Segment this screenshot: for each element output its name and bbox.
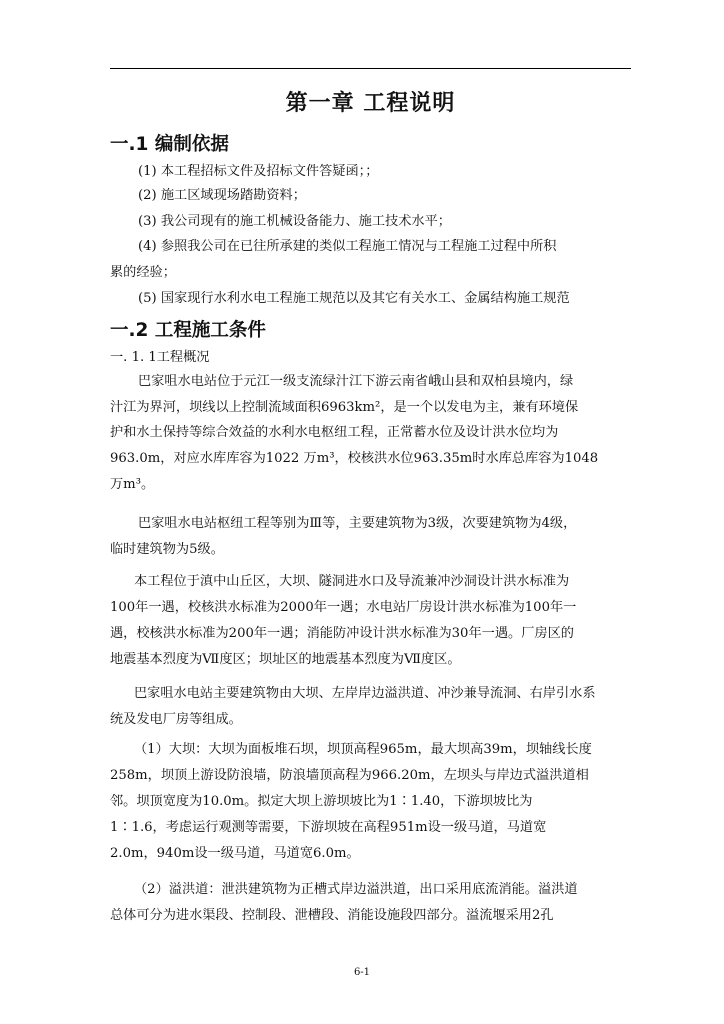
section-heading-2: 一.2 工程施工条件 bbox=[110, 320, 266, 341]
subsection-heading: 一. 1. 1工程概况 bbox=[110, 350, 210, 365]
list-item: (5) 国家现行水利水电工程施工规范以及其它有关水工、金属结构施工规范 bbox=[138, 291, 570, 306]
paragraph-line: 汁江为界河，坝线以上控制流域面积6963km²，是一个以发电为主，兼有环境保 bbox=[110, 400, 579, 415]
section-heading-1: 一.1 编制依据 bbox=[110, 134, 229, 155]
paragraph-line: 遇，校核洪水标准为200年一遇；消能防冲设计洪水标准为30年一遇。厂房区的 bbox=[110, 626, 574, 641]
header-rule bbox=[110, 68, 631, 69]
paragraph-line: 巴家咀水电站主要建筑物由大坝、左岸岸边溢洪道、冲沙兼导流洞、右岸引水系 bbox=[134, 686, 596, 701]
paragraph-line: （2）溢洪道：泄洪建筑物为正槽式岸边溢洪道，出口采用底流消能。溢洪道 bbox=[134, 882, 578, 897]
paragraph-line: 本工程位于滇中山丘区，大坝、隧洞进水口及导流兼冲沙洞设计洪水标准为 bbox=[134, 574, 570, 589]
paragraph-line: 2.0m，940m设一级马道，马道宽6.0m。 bbox=[110, 846, 360, 861]
paragraph-line: 邻。坝顶宽度为10.0m。拟定大坝上游坝坡比为1∶1.40，下游坝坡比为 bbox=[110, 794, 533, 809]
paragraph-line: 统及发电厂房等组成。 bbox=[110, 712, 242, 727]
paragraph-line: 总体可分为进水渠段、控制段、泄槽段、消能设施段四部分。溢流堰采用2孔 bbox=[110, 908, 554, 923]
paragraph-line: 1∶1.6，考虑运行观测等需要，下游坝坡在高程951m设一级马道，马道宽 bbox=[110, 820, 547, 835]
list-item: (1) 本工程招标文件及招标文件答疑函；； bbox=[138, 164, 379, 179]
paragraph-line: 963.0m，对应水库库容为1022 万m³，校核洪水位963.35m时水库总库容为1048 bbox=[110, 451, 599, 466]
list-item: (2) 施工区域现场踏勘资料； bbox=[138, 188, 306, 203]
list-item: (4) 参照我公司在已往所承建的类似工程施工情况与工程施工过程中所积 bbox=[138, 239, 557, 254]
list-item: 累的经验； bbox=[110, 265, 176, 280]
paragraph-line: 100年一遇，校核洪水标准为2000年一遇；水电站厂房设计洪水标准为100年一 bbox=[110, 600, 577, 615]
list-item: (3) 我公司现有的施工机械设备能力、施工技术水平； bbox=[138, 214, 451, 229]
paragraph-line: 巴家咀水电站位于元江一级支流绿汁江下游云南省峨山县和双柏县境内，绿 bbox=[138, 374, 574, 389]
paragraph-line: 万m³。 bbox=[110, 477, 155, 492]
paragraph-line: （1）大坝：大坝为面板堆石坝，坝顶高程965m，最大坝高39m，坝轴线长度 bbox=[134, 742, 592, 757]
paragraph-line: 临时建筑物为5级。 bbox=[110, 542, 224, 557]
paragraph-line: 巴家咀水电站枢纽工程等别为Ⅲ等，主要建筑物为3级，次要建筑物为4级， bbox=[138, 516, 577, 531]
page-number: 6-1 bbox=[353, 967, 371, 978]
paragraph-line: 258m，坝顶上游设防浪墙，防浪墙顶高程为966.20m，左坝头与岸边式溢洪道相 bbox=[110, 768, 589, 783]
page-title: 第一章 工程说明 bbox=[285, 91, 456, 116]
paragraph-line: 地震基本烈度为Ⅶ度区；坝址区的地震基本烈度为Ⅶ度区。 bbox=[110, 652, 461, 667]
paragraph-line: 护和水土保持等综合效益的水利水电枢纽工程，正常蓄水位及设计洪水位均为 bbox=[110, 425, 559, 440]
